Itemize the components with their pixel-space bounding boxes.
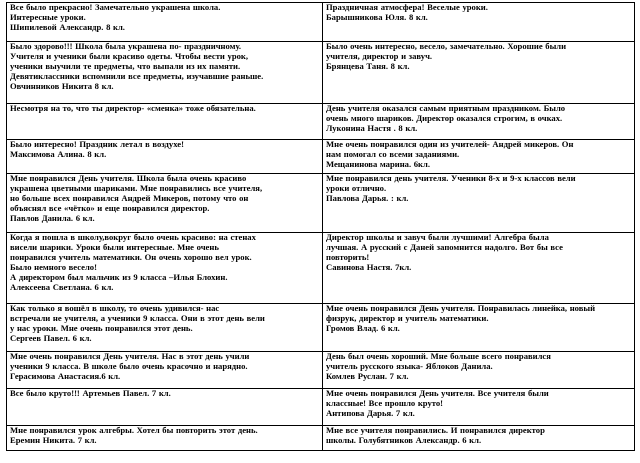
feedback-table bbox=[6, 2, 635, 451]
table-row bbox=[7, 42, 635, 104]
right-cell: День учителя оказался самым приятным праздником. Было очень много шариков. Директор оказался строгим, в очках. Луконина Настя . 8 кл. bbox=[323, 104, 635, 140]
left-cell: Мне понравился День учителя. Школа была очень красиво украшена цветными шариками. Мне понравились все учителя, но больше всех понравился Андрей Микеров, потому что он объяснял все «чётко» и еще понравился директор. Павлов Данила. 6 кл. bbox=[7, 174, 323, 233]
table-row bbox=[7, 426, 635, 451]
right-cell: Мне очень понравился один из учителей- Андрей микеров. Он нам помогал со всеми заданиями. Мещанинова марина. 6кл. bbox=[323, 140, 635, 174]
right-cell: Мне понравился день учителя. Ученики 8-х и 9-х классов вели уроки отлично. Павлова Дарья. : кл. bbox=[323, 174, 635, 233]
left-cell: Было здорово!!! Школа была украшена по- праздничному. Учителя и ученики были красиво одеты. Чтобы вести урок, ученики выучили те предметы, что выпали из их памяти. Девятиклассники вспомнили все предметы, изучавшие раньше. Овчинников Никита 8 кл. bbox=[7, 42, 323, 104]
table-row bbox=[7, 104, 635, 140]
table-row bbox=[7, 389, 635, 426]
left-cell: Все было круто!!! Артемьев Павел. 7 кл. bbox=[7, 389, 323, 426]
right-cell: Мне очень понравился День учителя. Все учителя были классные! Все прошло круто! Антипова Дарья. 7 кл. bbox=[323, 389, 635, 426]
right-cell: Праздничная атмосфера! Веселые уроки. Барышникова Юля. 8 кл. bbox=[323, 3, 635, 42]
left-cell: Как только я вошёл в школу, то очень удивился- нас встречали не учителя, а ученики 9 класса. Они в этот день вели у нас уроки. Мне очень понравился этот день. Сергеев Павел. 6 кл. bbox=[7, 304, 323, 352]
right-cell: Мне все учителя понравились. И понравился директор школы. Голубятников Александр. 6 кл. bbox=[323, 426, 635, 451]
left-cell: Мне понравился урок алгебры. Хотел бы повторить этот день. Еремин Никита. 7 кл. bbox=[7, 426, 323, 451]
table-row bbox=[7, 174, 635, 233]
right-cell: День был очень хороший. Мне больше всего понравился учитель русского языка- Яблоков Данила. Комлев Руслан. 7 кл. bbox=[323, 352, 635, 389]
table-row bbox=[7, 140, 635, 174]
left-cell: Несмотря на то, что ты директор- «сменка» тоже обязательна. bbox=[7, 104, 323, 140]
table-row bbox=[7, 352, 635, 389]
left-cell: Все было прекрасно! Замечательно украшена школа. Интересные уроки. Шипилевой Александр. 8 кл. bbox=[7, 3, 323, 42]
right-cell: Мне очень понравился День учителя. Понравилась линейка, новый физрук, директор и учитель математики. Громов Влад. 6 кл. bbox=[323, 304, 635, 352]
right-cell: Директор школы и завуч были лучшими! Алгебра была лучшая. А русский с Даней запомнится надолго. Вот бы все повторить! Савинова Настя. 7кл. bbox=[323, 233, 635, 304]
right-cell: Было очень интересно, весело, замечательно. Хорошие были учителя, директор и завуч. Брянцева Таня. 8 кл. bbox=[323, 42, 635, 104]
document-page bbox=[6, 2, 634, 451]
left-cell: Было интересно! Праздник летал в воздухе! Максимова Алина. 8 кл. bbox=[7, 140, 323, 174]
table-row bbox=[7, 233, 635, 304]
left-cell: Мне очень понравился День учителя. Нас в этот день учили ученики 9 класса. В школе было очень красочно и нарядно. Герасимова Анастасия.6 кл. bbox=[7, 352, 323, 389]
left-cell: Когда я пошла в школу,вокруг было очень красиво: на стенах висели шарики. Уроки были интересные. Мне очень понравился учитель математики. Он очень хорошо вел урок. Было немного весело! А директором был мальчик из 9 класса –Илья Блохин. Алексеева Светлана. 6 кл. bbox=[7, 233, 323, 304]
table-row bbox=[7, 3, 635, 42]
table-row bbox=[7, 304, 635, 352]
